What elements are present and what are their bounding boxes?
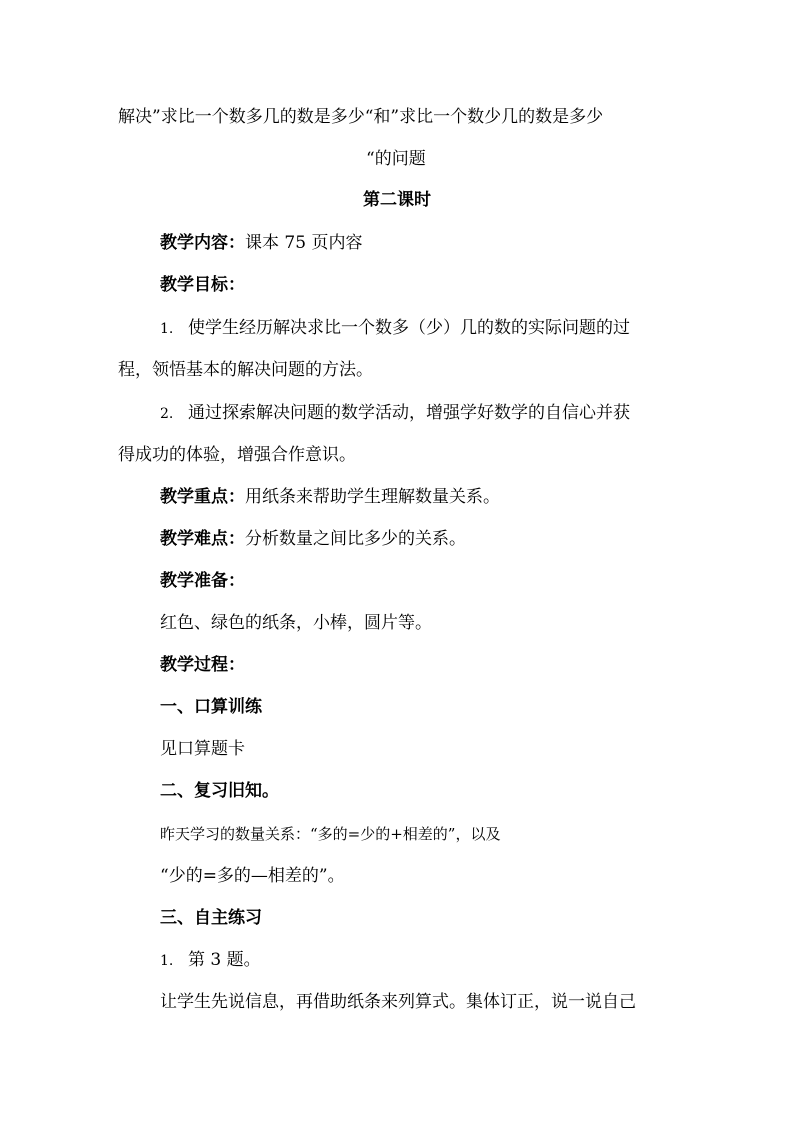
document-title-line1: 解决”求比一个数多几的数是多少“和”求比一个数少几的数是多少 [118,107,604,127]
goal1-line2: 程，领悟基本的解决问题的方法。 [118,360,373,380]
teaching-goals-heading: 教学目标： [160,275,245,295]
teaching-content [160,231,362,255]
exercise1-body: 让学生先说信息，再借助纸条来列算式。集体订正，说一说自己 [160,992,636,1012]
section2-line2: “少的=多的—相差的”。 [160,866,345,886]
key-point-value: 用纸条来帮助学生理解数量关系。 [245,487,500,507]
goal2-line1 [160,401,630,425]
section1-body: 见口算题卡 [160,739,245,759]
teaching-content-label: 教学内容： [160,233,245,253]
difficulty-value: 分析数量之间比多少的关系。 [245,529,466,549]
goal1-text: 使学生经历解决求比一个数多（少）几的数的实际问题的过 [188,318,630,338]
section2-heading: 二、复习旧知。 [160,781,279,801]
key-point-label: 教学重点： [160,487,245,507]
process-heading: 教学过程： [160,655,245,675]
preparation-text: 红色、绿色的纸条，小棒，圆片等。 [160,613,432,633]
goal2-line2: 得成功的体验，增强合作意识。 [118,445,356,465]
preparation-heading: 教学准备： [160,571,245,591]
goal1-number: 1. [160,321,174,337]
section2-line1: 昨天学习的数量关系：“多的=少的+相差的”，以及 [160,825,501,843]
document-subtitle: 第二课时 [363,190,431,210]
exercise1-number: 1. [160,953,174,969]
section1-heading: 一、口算训练 [160,697,262,717]
exercise1-text: 第 3 题。 [188,950,261,970]
section3-heading: 三、自主练习 [160,908,262,928]
document-title-line2: “的问题 [366,149,426,169]
teaching-content-value: 课本 75 页内容 [245,233,363,253]
difficulty-point [160,527,466,551]
exercise1-line [160,948,261,972]
goal2-number: 2. [160,406,174,422]
difficulty-label: 教学难点： [160,529,245,549]
goal1-line1 [160,316,630,340]
goal2-text: 通过探索解决问题的数学活动，增强学好数学的自信心并获 [188,403,630,423]
key-point [160,485,500,509]
